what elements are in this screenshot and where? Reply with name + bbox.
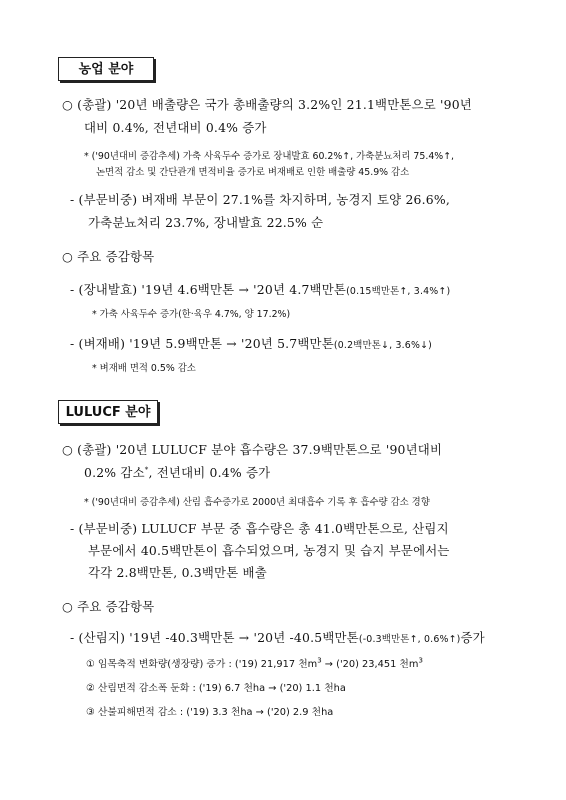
dash-bullet-icon: - [70, 336, 75, 351]
lulucf-overall-text1: (총괄) '20년 LULUCF 분야 흡수량은 37.9백만톤으로 '90년대비 [77, 442, 443, 457]
agri-note-line1 [84, 148, 454, 162]
agri-enteric-note-text: 가축 사육두수 증가(한·육우 4.7%, 양 17.2%) [99, 309, 291, 320]
lulucf-sub1-mid: → ('20) 23,451 천m [321, 659, 419, 670]
agri-note-text1: ('90년대비 증감추세) 가축 사육두수 증가로 장내발효 60.2%↑, 가축분뇨처리 75.4%↑, [91, 151, 455, 162]
agri-enteric-change: (0.15백만톤↑, 3.4%↑) [346, 286, 451, 297]
agri-ratio-line1 [70, 190, 450, 208]
agri-rice-change: (0.2백만톤↓, 3.6%↓) [333, 340, 432, 351]
lulucf-ratio-line1 [70, 519, 449, 537]
lulucf-overall-line2 [84, 463, 270, 481]
lulucf-note [84, 494, 430, 508]
agri-items-title-text: 주요 증감항목 [77, 249, 155, 264]
agri-overall-line1 [62, 95, 472, 113]
lulucf-ratio-line2: 부문에서 40.5백만톤이 흡수되었으며, 농경지 및 습지 부문에서는 [88, 543, 450, 558]
asterisk-icon: * [84, 497, 89, 508]
circle-bullet-icon: ○ [62, 97, 74, 112]
agri-note-line2: 논면적 감소 및 간단관개 면적비율 증가로 벼재배로 인한 배출량 45.9% 감소 [96, 167, 410, 178]
lulucf-forest-line [70, 628, 485, 646]
lulucf-sub1-text: 임목축적 변화량(생장량) 증가 : ('19) 21,917 천m [97, 659, 318, 670]
dash-bullet-icon: - [70, 192, 75, 207]
agri-section-header: 농업 분야 [58, 57, 154, 81]
lulucf-forest-suffix: 증가 [460, 630, 485, 645]
lulucf-sub2-text: 산림면적 감소폭 둔화 : ('19) 6.7 천ha → ('20) 1.1 천ha [97, 683, 346, 694]
agri-overall-text1: (총괄) '20년 배출량은 국가 총배출량의 3.2%인 21.1백만톤으로 '90년 [77, 97, 472, 112]
lulucf-overall-text2b: , 전년대비 0.4% 증가 [148, 465, 271, 480]
superscript-3: 3 [317, 656, 322, 665]
agri-ratio-text1: (부문비중) 벼재배 부문이 27.1%를 차지하며, 농경지 토양 26.6%, [78, 192, 450, 207]
circle-bullet-icon: ○ [62, 249, 74, 264]
lulucf-sub3 [86, 704, 333, 718]
lulucf-items-title-text: 주요 증감항목 [77, 599, 155, 614]
lulucf-ratio-line3: 각각 2.8백만톤, 0.3백만톤 배출 [88, 565, 267, 580]
superscript-3: 3 [418, 656, 423, 665]
agri-enteric-note [92, 306, 290, 320]
circle-bullet-icon: ○ [62, 599, 74, 614]
agri-rice-main: (벼재배) '19년 5.9백만톤 → '20년 5.7백만톤 [78, 336, 334, 351]
lulucf-sub3-text: 산불피해면적 감소 : ('19) 3.3 천ha → ('20) 2.9 천ha [97, 707, 334, 718]
agri-enteric-main: (장내발효) '19년 4.6백만톤 → '20년 4.7백만톤 [78, 282, 347, 297]
lulucf-sub2 [86, 680, 346, 694]
lulucf-forest-main: (산림지) '19년 -40.3백만톤 → '20년 -40.5백만톤 [78, 630, 359, 645]
circle-bullet-icon: ○ [62, 442, 74, 457]
asterisk-icon: * [92, 309, 97, 320]
dash-bullet-icon: - [70, 282, 75, 297]
lulucf-forest-change: (-0.3백만톤↑, 0.6%↑) [358, 634, 461, 645]
agri-overall-line2: 대비 0.4%, 전년대비 0.4% 증가 [84, 120, 267, 135]
circled-number-2-icon: ② [86, 683, 95, 694]
agri-enteric-line [70, 280, 450, 298]
agri-rice-note [92, 360, 196, 374]
lulucf-section-header: LULUCF 분야 [58, 400, 158, 424]
asterisk-icon: * [92, 363, 97, 374]
dash-bullet-icon: - [70, 521, 75, 536]
lulucf-note-text: ('90년대비 증감추세) 산림 흡수증가로 2000년 최대흡수 기록 후 흡수량 감소 경향 [91, 497, 430, 508]
asterisk-icon: * [84, 151, 89, 162]
agri-rice-line [70, 334, 432, 352]
agri-ratio-line2: 가축분뇨처리 23.7%, 장내발효 22.5% 순 [88, 215, 324, 230]
lulucf-overall-line1 [62, 440, 442, 458]
agri-rice-note-text: 벼재배 면적 0.5% 감소 [99, 363, 196, 374]
lulucf-sub1 [86, 656, 423, 670]
circled-number-3-icon: ③ [86, 707, 95, 718]
dash-bullet-icon: - [70, 630, 75, 645]
agri-items-title [62, 247, 154, 265]
footnote-marker: * [144, 465, 149, 474]
lulucf-overall-text2a: 0.2% 감소 [84, 465, 145, 480]
lulucf-ratio-text1: (부문비중) LULUCF 부문 중 흡수량은 총 41.0백만톤으로, 산림지 [78, 521, 449, 536]
lulucf-items-title [62, 597, 154, 615]
circled-number-1-icon: ① [86, 659, 95, 670]
